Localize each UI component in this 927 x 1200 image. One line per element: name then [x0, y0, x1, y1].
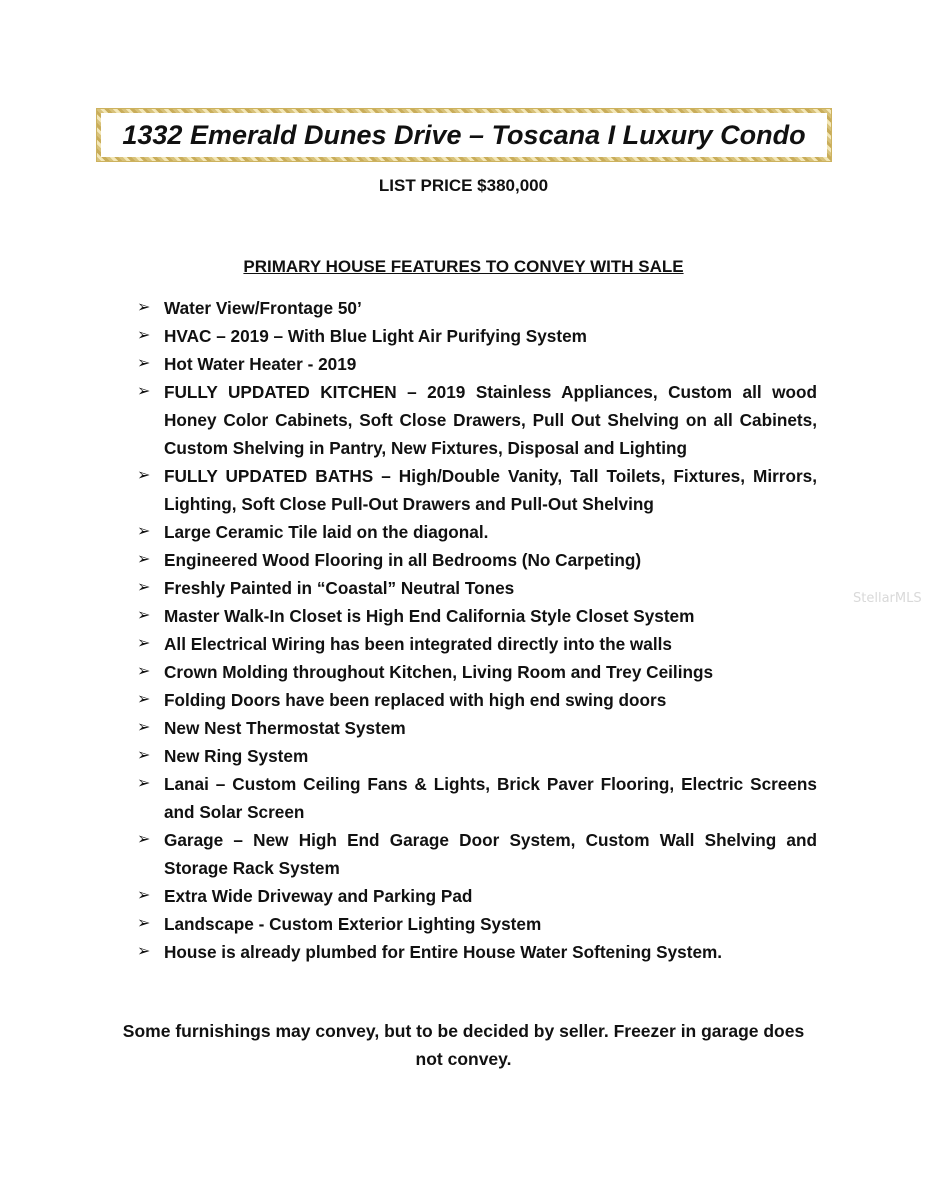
feature-list — [137, 294, 817, 966]
title-banner — [97, 109, 831, 161]
feature-text: HVAC – 2019 – With Blue Light Air Purifying System — [164, 326, 587, 346]
list-item — [137, 322, 817, 350]
arrowhead-bullet-icon: ➢ — [137, 887, 151, 904]
footer-note: Some furnishings may convey, but to be decided by seller. Freezer in garage does not convey. — [122, 1021, 805, 1069]
list-item — [137, 574, 817, 602]
feature-text: Hot Water Heater - 2019 — [164, 354, 357, 374]
feature-text: Engineered Wood Flooring in all Bedrooms (No Carpeting) — [164, 550, 642, 570]
arrowhead-bullet-icon: ➢ — [137, 915, 151, 932]
section-heading: PRIMARY HOUSE FEATURES TO CONVEY WITH SALE — [243, 257, 684, 276]
list-item — [137, 686, 817, 714]
list-item — [137, 546, 817, 574]
document-title: 1332 Emerald Dunes Drive – Toscana I Luxury Condo — [122, 119, 806, 150]
feature-text: Garage – New High End Garage Door System, Custom Wall Shelving and Storage Rack System — [164, 830, 817, 878]
list-item — [137, 602, 817, 630]
feature-text: Lanai – Custom Ceiling Fans & Lights, Brick Paver Flooring, Electric Screens and Solar Screen — [164, 774, 817, 822]
arrowhead-bullet-icon: ➢ — [137, 691, 151, 708]
feature-text: Landscape - Custom Exterior Lighting System — [164, 914, 542, 934]
arrowhead-bullet-icon: ➢ — [137, 747, 151, 764]
arrowhead-bullet-icon: ➢ — [137, 299, 151, 316]
arrowhead-bullet-icon: ➢ — [137, 355, 151, 372]
arrowhead-bullet-icon: ➢ — [137, 775, 151, 792]
feature-text: Water View/Frontage 50’ — [164, 298, 362, 318]
feature-text: Freshly Painted in “Coastal” Neutral Tones — [164, 578, 515, 598]
arrowhead-bullet-icon: ➢ — [137, 327, 151, 344]
feature-text: All Electrical Wiring has been integrated directly into the walls — [164, 634, 672, 654]
feature-text: FULLY UPDATED BATHS – High/Double Vanity, Tall Toilets, Fixtures, Mirrors, Lighting, Soft Close Pull-Out Drawers and Pull-Out Shelving — [164, 466, 817, 514]
arrowhead-bullet-icon: ➢ — [137, 579, 151, 596]
arrowhead-bullet-icon: ➢ — [137, 551, 151, 568]
list-item — [137, 770, 817, 826]
list-item — [137, 826, 817, 882]
feature-text: Extra Wide Driveway and Parking Pad — [164, 886, 473, 906]
list-item — [137, 658, 817, 686]
feature-text: Large Ceramic Tile laid on the diagonal. — [164, 522, 489, 542]
arrowhead-bullet-icon: ➢ — [137, 719, 151, 736]
list-item — [137, 714, 817, 742]
arrowhead-bullet-icon: ➢ — [137, 663, 151, 680]
list-item — [137, 630, 817, 658]
list-item — [137, 350, 817, 378]
arrowhead-bullet-icon: ➢ — [137, 831, 151, 848]
list-item — [137, 462, 817, 518]
arrowhead-bullet-icon: ➢ — [137, 607, 151, 624]
arrowhead-bullet-icon: ➢ — [137, 383, 151, 400]
arrowhead-bullet-icon: ➢ — [137, 523, 151, 540]
list-item — [137, 938, 817, 966]
feature-text: Master Walk-In Closet is High End California Style Closet System — [164, 606, 695, 626]
feature-text: New Nest Thermostat System — [164, 718, 406, 738]
list-item — [137, 518, 817, 546]
arrowhead-bullet-icon: ➢ — [137, 467, 151, 484]
feature-text: Folding Doors have been replaced with high end swing doors — [164, 690, 667, 710]
feature-text: New Ring System — [164, 746, 309, 766]
list-item — [137, 910, 817, 938]
feature-text: House is already plumbed for Entire House Water Softening System. — [164, 942, 723, 962]
feature-text: Crown Molding throughout Kitchen, Living Room and Trey Ceilings — [164, 662, 714, 682]
watermark: StellarMLS — [853, 591, 922, 606]
arrowhead-bullet-icon: ➢ — [137, 635, 151, 652]
list-item — [137, 294, 817, 322]
arrowhead-bullet-icon: ➢ — [137, 943, 151, 960]
list-item — [137, 882, 817, 910]
list-price: LIST PRICE $380,000 — [378, 176, 549, 195]
feature-text: FULLY UPDATED KITCHEN – 2019 Stainless Appliances, Custom all wood Honey Color Cabinets, Soft Close Drawers, Pull Out Shelving on all Cabinets, Custom Shelving in Pantry, New Fixtures, Disposal and Lighting — [164, 382, 817, 458]
list-item — [137, 742, 817, 770]
list-item — [137, 378, 817, 462]
